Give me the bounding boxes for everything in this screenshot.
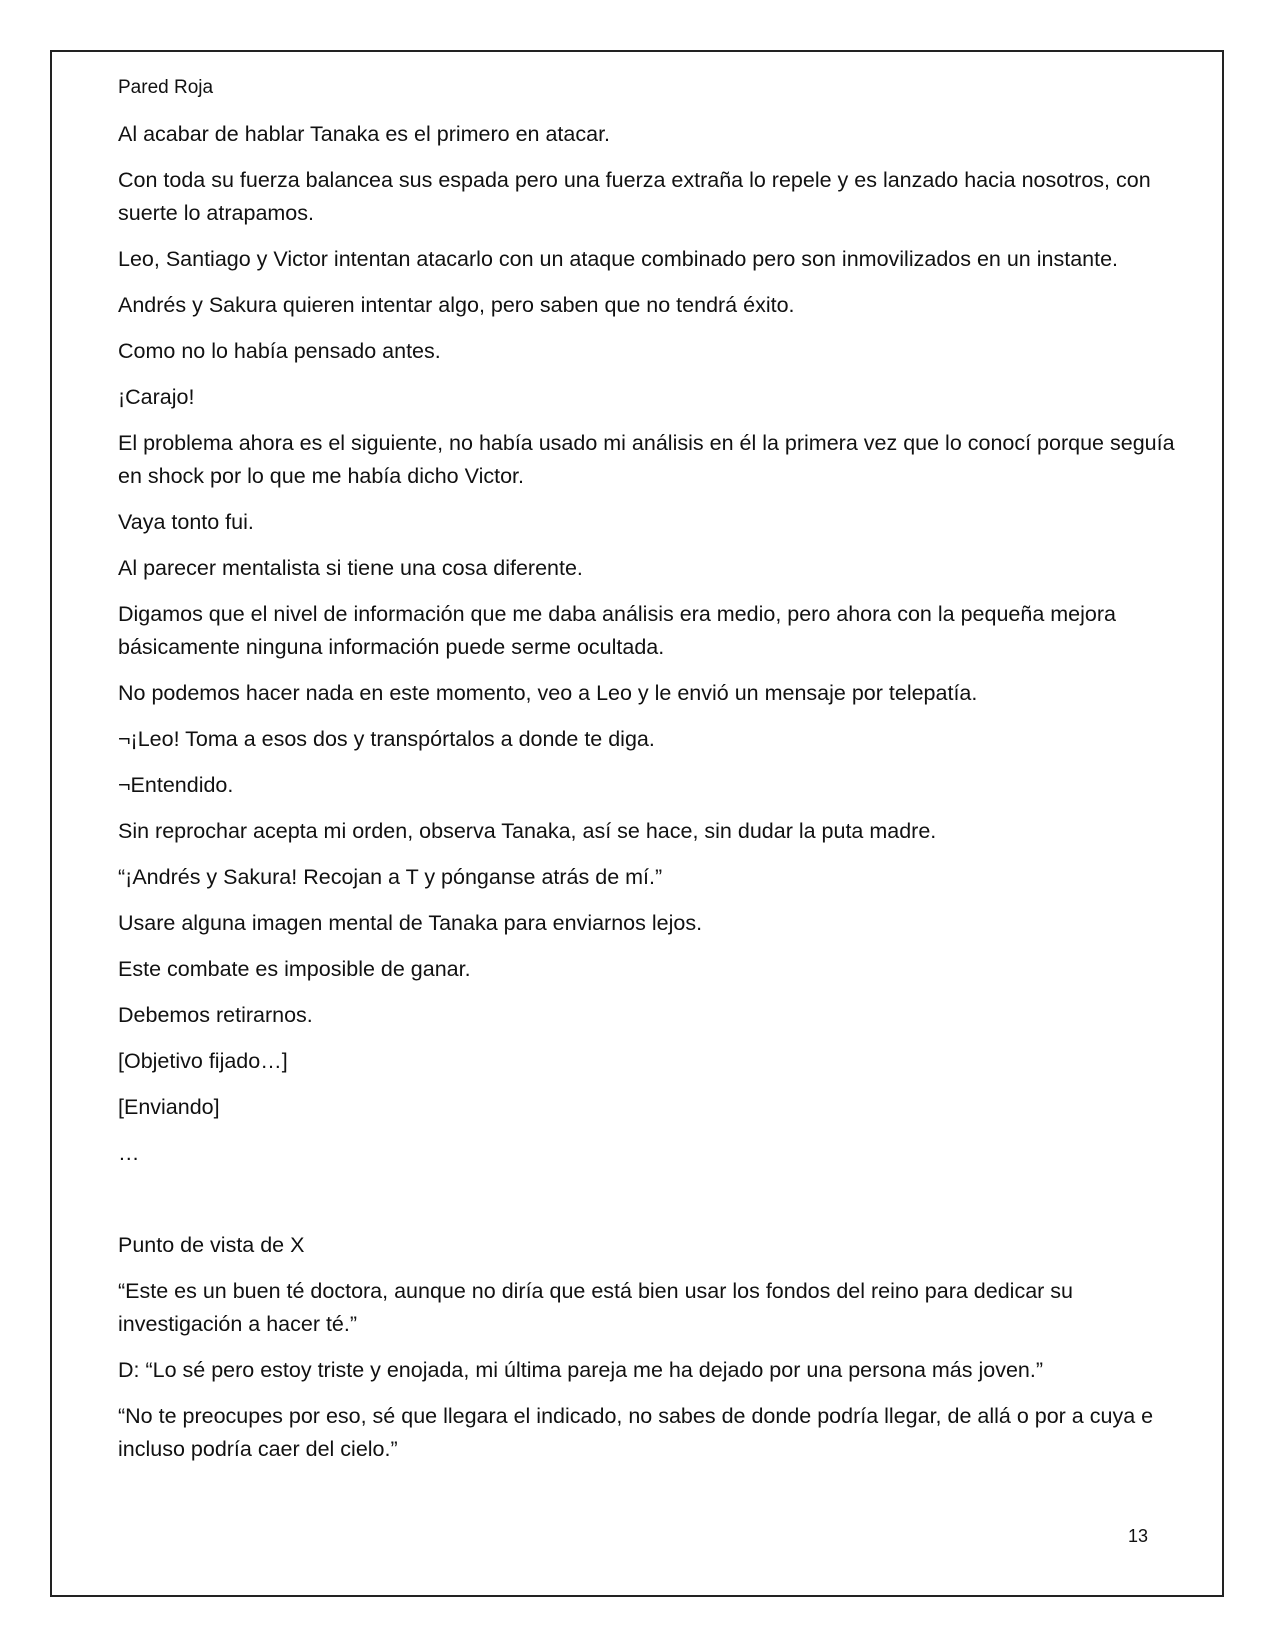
- paragraph: “No te preocupes por eso, sé que llegara el indicado, no sabes de donde podría llegar, de allá o por a cuya e incluso podría caer del cielo.”: [118, 1404, 1154, 1461]
- paragraph: [Objetivo fijado…]: [118, 1049, 288, 1073]
- running-header: Pared Roja: [118, 77, 214, 98]
- paragraph: Usare alguna imagen mental de Tanaka para enviarnos lejos.: [118, 911, 703, 935]
- paragraph: Sin reprochar acepta mi orden, observa Tanaka, así se hace, sin dudar la puta madre.: [118, 819, 937, 843]
- paragraph: El problema ahora es el siguiente, no había usado mi análisis en él la primera vez que lo conocí porque seguía en shock por lo que me había dicho Victor.: [118, 431, 1175, 488]
- paragraph: ¬¡Leo! Toma a esos dos y transpórtalos a donde te diga.: [118, 727, 655, 751]
- paragraph: Leo, Santiago y Victor intentan atacarlo con un ataque combinado pero son inmovilizados en un instante.: [118, 247, 1119, 271]
- paragraph: ¬Entendido.: [118, 773, 234, 797]
- paragraph: Como no lo había pensado antes.: [118, 339, 441, 363]
- page-number: 13: [1128, 1526, 1149, 1546]
- paragraph: “¡Andrés y Sakura! Recojan a T y pónganse atrás de mí.”: [118, 865, 663, 889]
- paragraph: Al acabar de hablar Tanaka es el primero en atacar.: [118, 122, 611, 146]
- paragraph: Al parecer mentalista si tiene una cosa diferente.: [118, 556, 583, 580]
- paragraph: Este combate es imposible de ganar.: [118, 957, 471, 981]
- paragraph: No podemos hacer nada en este momento, veo a Leo y le envió un mensaje por telepatía.: [118, 681, 978, 705]
- paragraph: …: [118, 1141, 140, 1165]
- paragraph: Vaya tonto fui.: [118, 510, 254, 534]
- paragraph: Digamos que el nivel de información que me daba análisis era medio, pero ahora con la pequeña mejora básicamente ninguna información puede serme ocultada.: [118, 602, 1116, 659]
- paragraph: [Enviando]: [118, 1095, 220, 1119]
- blank-paragraph: [118, 1183, 1178, 1216]
- section-heading: Punto de vista de X: [118, 1233, 305, 1257]
- paragraph: D: “Lo sé pero estoy triste y enojada, mi última pareja me ha dejado por una persona más joven.”: [118, 1358, 1043, 1382]
- paragraph: Andrés y Sakura quieren intentar algo, pero saben que no tendrá éxito.: [118, 293, 795, 317]
- paragraph: ¡Carajo!: [118, 385, 195, 409]
- paragraph: Debemos retirarnos.: [118, 1003, 313, 1027]
- paragraph: Con toda su fuerza balancea sus espada pero una fuerza extraña lo repele y es lanzado hacia nosotros, con suerte lo atrapamos.: [118, 168, 1151, 225]
- paragraph: “Este es un buen té doctora, aunque no diría que está bien usar los fondos del reino para dedicar su investigación a hacer té.”: [118, 1279, 1073, 1336]
- document-body: [118, 118, 1178, 1479]
